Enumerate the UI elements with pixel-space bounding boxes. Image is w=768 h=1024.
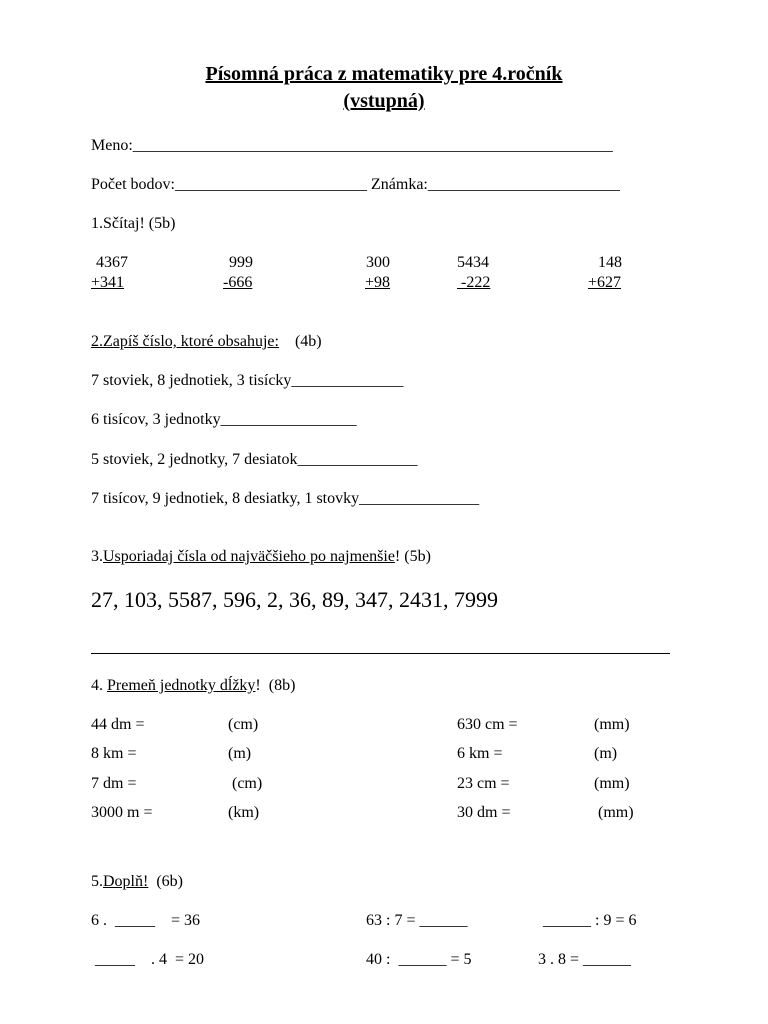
conversion-expr: 44 dm = — [91, 716, 145, 733]
points-field — [91, 175, 620, 195]
task4-heading-num: 4. — [91, 677, 107, 694]
fill-in-equation: 3 . 8 = ______ — [538, 951, 632, 968]
fill-in-equation: ______ : 9 = 6 — [543, 912, 637, 929]
fill-in-equation: 40 : ______ = 5 — [366, 951, 472, 968]
answer-line — [91, 653, 670, 654]
task5-heading-num: 5. — [91, 873, 103, 890]
addition-top: 300 — [366, 254, 390, 271]
points-label: Počet bodov: — [91, 176, 175, 193]
name-label: Meno: — [91, 137, 133, 154]
fill-in-equation: 63 : 7 = ______ — [366, 912, 468, 929]
grade-blank: ________________________ — [427, 176, 620, 193]
conversion-expr: 8 km = — [91, 745, 137, 762]
conversion-expr: 6 km = — [457, 745, 503, 762]
conversion-unit: (mm) — [594, 775, 630, 792]
conversion-expr: 630 cm = — [457, 716, 518, 733]
task3-heading-text: Usporiadaj čísla od najväčšieho po najmenšie — [103, 548, 395, 565]
task4-heading-tail: ! (8b) — [255, 677, 296, 694]
task2-heading-text: Zapíš číslo, ktoré obsahuje: — [103, 333, 279, 350]
task1-heading: 1.Sčítaj! (5b) — [91, 215, 176, 232]
conversion-unit: (m) — [594, 745, 618, 762]
fill-in-equation: _____ . 4 = 20 — [91, 951, 205, 968]
addition-top: 4367 — [92, 254, 128, 271]
task2-item: 6 tisícov, 3 jednotky_________________ — [91, 411, 357, 428]
name-field — [91, 136, 613, 156]
task2-item: 7 tisícov, 9 jednotiek, 8 desiatky, 1 stovky_______________ — [91, 490, 480, 507]
addition-bottom: +98 — [365, 274, 391, 291]
page-title: Písomná práca z matematiky pre 4.ročník — [205, 63, 563, 85]
conversion-expr: 7 dm = — [91, 775, 137, 792]
conversion-unit: (m) — [228, 745, 252, 762]
points-blank: ________________________ — [175, 176, 367, 193]
page-subtitle: (vstupná) — [343, 90, 425, 112]
addition-bottom: -666 — [223, 274, 253, 291]
task5-heading-tail: (6b) — [148, 873, 183, 890]
addition-top: 5434 — [457, 254, 489, 271]
conversion-expr: 3000 m = — [91, 804, 153, 821]
addition-top: 999 — [229, 254, 253, 271]
task4-heading — [91, 676, 295, 696]
task3-heading-num: 3. — [91, 548, 103, 565]
task2-heading — [91, 332, 322, 352]
name-blank: ____________________________________________________________ — [132, 137, 613, 154]
grade-label: Známka: — [371, 176, 428, 193]
task2-points: (4b) — [294, 333, 322, 350]
task5-heading — [91, 872, 183, 892]
addition-bottom: +341 — [91, 274, 125, 291]
task3-heading — [91, 547, 431, 567]
conversion-unit: (km) — [228, 804, 260, 821]
task2-heading-num: 2. — [91, 333, 103, 350]
task3-numbers: 27, 103, 5587, 596, 2, 36, 89, 347, 2431, 7999 — [91, 587, 498, 612]
conversion-unit: (cm) — [228, 775, 263, 792]
task5-heading-text: Doplň! — [103, 873, 149, 890]
conversion-expr: 30 dm = — [457, 804, 511, 821]
conversion-unit: (mm) — [594, 804, 634, 821]
task3-heading-tail: ! (5b) — [394, 548, 431, 565]
addition-bottom: -222 — [457, 274, 491, 291]
task2-item: 7 stoviek, 8 jednotiek, 3 tisícky______________ — [91, 372, 404, 389]
task2-item: 5 stoviek, 2 jednotky, 7 desiatok_______________ — [91, 451, 418, 468]
conversion-unit: (mm) — [594, 716, 630, 733]
addition-bottom: +627 — [588, 274, 622, 291]
addition-top: 148 — [598, 254, 622, 271]
fill-in-equation: 6 . _____ = 36 — [91, 912, 201, 929]
conversion-unit: (cm) — [228, 716, 259, 733]
conversion-expr: 23 cm = — [457, 775, 510, 792]
task4-heading-text: Premeň jednotky dĺžky — [107, 677, 256, 694]
